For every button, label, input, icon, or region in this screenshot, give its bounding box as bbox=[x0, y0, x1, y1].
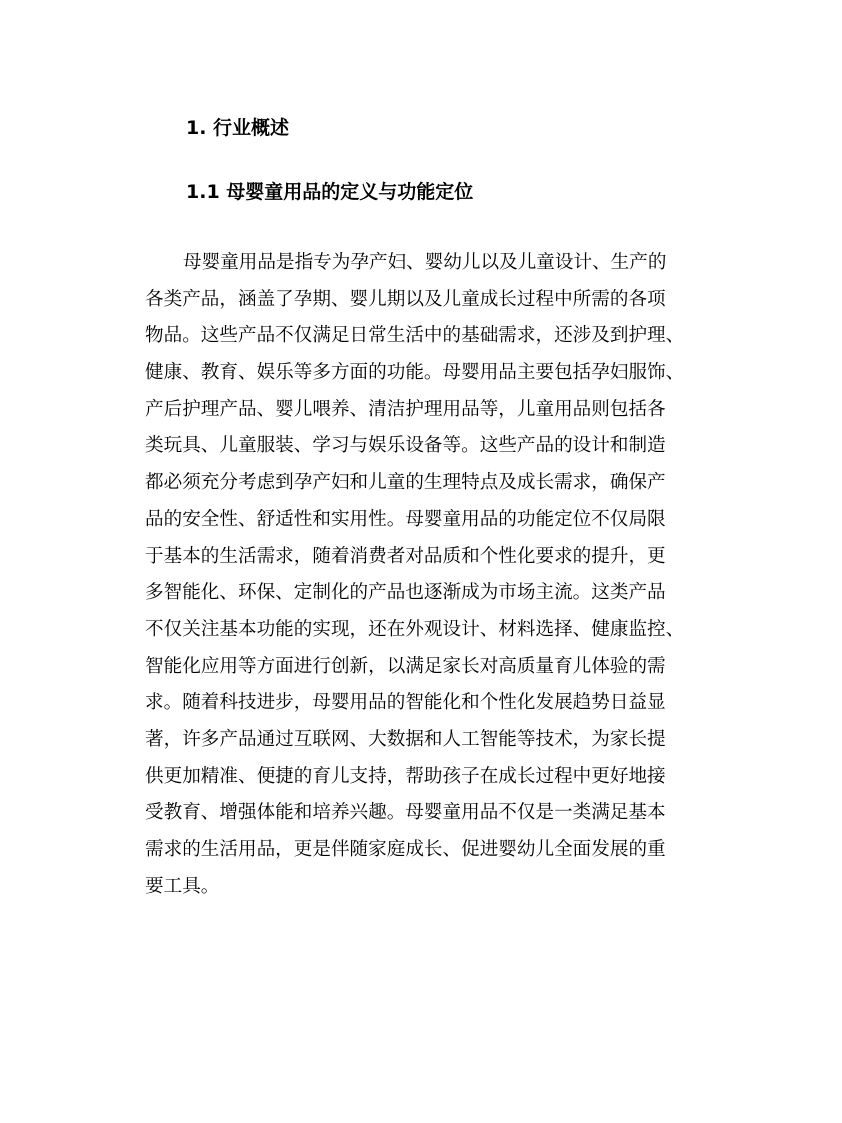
paragraph-line: 类玩具、儿童服装、学习与娱乐设备等。这些产品的设计和制造 bbox=[145, 435, 666, 457]
paragraph-line: 供更加精准、便捷的育儿支持，帮助孩子在成长过程中更好地接 bbox=[145, 765, 666, 787]
paragraph-line: 物品。这些产品不仅满足日常生活中的基础需求，还涉及到护理、 bbox=[145, 325, 685, 347]
paragraph-line: 智能化应用等方面进行创新，以满足家长对高质量育儿体验的需 bbox=[145, 655, 666, 677]
paragraph-line: 于基本的生活需求，随着消费者对品质和个性化要求的提升，更 bbox=[145, 545, 666, 567]
paragraph-line: 受教育、增强体能和培养兴趣。母婴童用品不仅是一类满足基本 bbox=[145, 802, 666, 824]
paragraph-line: 不仅关注基本功能的实现，还在外观设计、材料选择、健康监控、 bbox=[145, 618, 685, 640]
paragraph-line: 求。随着科技进步，母婴用品的智能化和个性化发展趋势日益显 bbox=[145, 692, 666, 714]
paragraph-line: 多智能化、环保、定制化的产品也逐渐成为市场主流。这类产品 bbox=[145, 582, 666, 604]
paragraph-line: 产后护理产品、婴儿喂养、清洁护理用品等，儿童用品则包括各 bbox=[145, 398, 666, 420]
subsection-heading: 1.1 母婴童用品的定义与功能定位 bbox=[186, 181, 474, 203]
paragraph-line: 需求的生活用品，更是伴随家庭成长、促进婴幼儿全面发展的重 bbox=[145, 839, 666, 860]
paragraph-line: 品的安全性、舒适性和实用性。母婴童用品的功能定位不仅局限 bbox=[145, 508, 666, 530]
paragraph-line: 健康、教育、娱乐等多方面的功能。母婴用品主要包括孕妇服饰、 bbox=[145, 362, 685, 384]
section-heading: 1. 行业概述 bbox=[186, 117, 290, 139]
paragraph-line: 著，许多产品通过互联网、大数据和人工智能等技术，为家长提 bbox=[145, 728, 666, 750]
paragraph-line: 都必须充分考虑到孕产妇和儿童的生理特点及成长需求，确保产 bbox=[145, 472, 666, 494]
paragraph-line: 母婴童用品是指专为孕产妇、婴幼儿以及儿童设计、生产的 bbox=[183, 252, 667, 273]
body-paragraph bbox=[145, 245, 700, 905]
paragraph-line: 要工具。 bbox=[145, 875, 220, 897]
paragraph-line: 各类产品，涵盖了孕期、婴儿期以及儿童成长过程中所需的各项 bbox=[145, 288, 666, 310]
